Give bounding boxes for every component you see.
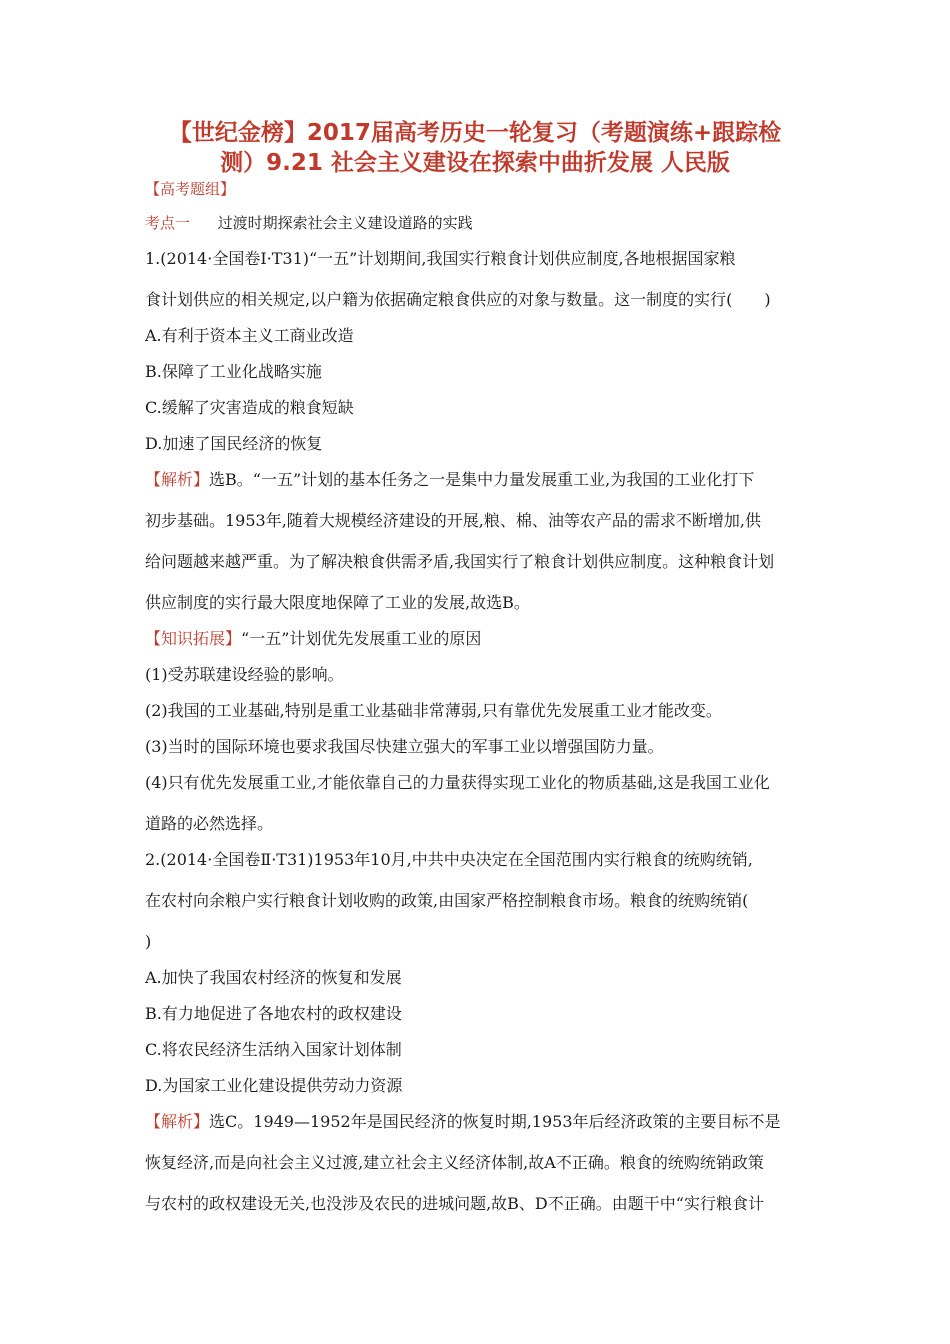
- q1-stem-line: 食计划供应的相关规定,以户籍为依据确定粮食供应的对象与数量。这一制度的实行( ): [145, 290, 771, 309]
- topic-text: 过渡时期探索社会主义建设道路的实践: [217, 214, 473, 232]
- section-label: 【高考题组】: [145, 180, 236, 198]
- q2-analysis: [145, 1111, 781, 1133]
- q1-analysis: [145, 469, 754, 491]
- q1-option-b: B.保障了工业化战略实施: [145, 362, 322, 381]
- q2-option-c: C.将农民经济生活纳入国家计划体制: [145, 1040, 402, 1059]
- topic-heading: [145, 212, 473, 234]
- q2-option-a: A.加快了我国农村经济的恢复和发展: [145, 968, 402, 987]
- q1-option-a: A.有利于资本主义工商业改造: [145, 326, 354, 345]
- title-line-1: 【世纪金榜】2017届高考历史一轮复习（考题演练+跟踪检: [168, 120, 782, 146]
- analysis-text: 选C。1949—1952年是国民经济的恢复时期,1953年后经济政策的主要目标不是: [209, 1112, 781, 1131]
- extension-item: (1)受苏联建设经验的影响。: [145, 665, 344, 684]
- knowledge-extension: [145, 628, 481, 650]
- analysis-label: 【解析】: [145, 470, 210, 489]
- q2-stem-line: ): [145, 932, 152, 951]
- extension-label: 【知识拓展】: [145, 629, 242, 648]
- document-title: [120, 118, 830, 178]
- q1-analysis-line: 给问题越来越严重。为了解决粮食供需矛盾,我国实行了粮食计划供应制度。这种粮食计划: [145, 552, 775, 571]
- q1-stem-line: 1.(2014·全国卷Ⅰ·T31)“一五”计划期间,我国实行粮食计划供应制度,各地根据国家粮: [145, 249, 736, 268]
- q2-stem-line: 在农村向余粮户实行粮食计划收购的政策,由国家严格控制粮食市场。粮食的统购统销(: [145, 891, 749, 910]
- q2-analysis-line: 与农村的政权建设无关,也没涉及农民的进城问题,故B、D不正确。由题干中“实行粮食计: [145, 1194, 764, 1213]
- analysis-text: 选B。“一五”计划的基本任务之一是集中力量发展重工业,为我国的工业化打下: [209, 470, 755, 489]
- extension-item: (4)只有优先发展重工业,才能依靠自己的力量获得实现工业化的物质基础,这是我国工业化: [145, 773, 770, 792]
- topic-label: 考点一: [145, 214, 191, 232]
- analysis-label: 【解析】: [145, 1112, 210, 1131]
- q2-analysis-line: 恢复经济,而是向社会主义过渡,建立社会主义经济体制,故A不正确。粮食的统购统销政策: [145, 1153, 764, 1172]
- q1-option-d: D.加速了国民经济的恢复: [145, 434, 323, 453]
- q2-option-b: B.有力地促进了各地农村的政权建设: [145, 1004, 402, 1023]
- extension-item: 道路的必然选择。: [145, 814, 274, 833]
- q1-analysis-line: 供应制度的实行最大限度地保障了工业的发展,故选B。: [145, 593, 530, 612]
- q1-analysis-line: 初步基础。1953年,随着大规模经济建设的开展,粮、棉、油等农产品的需求不断增加,供: [145, 511, 761, 530]
- q2-option-d: D.为国家工业化建设提供劳动力资源: [145, 1076, 403, 1095]
- q2-stem-line: 2.(2014·全国卷Ⅱ·T31)1953年10月,中共中央决定在全国范围内实行粮食的统购统销,: [145, 850, 753, 869]
- extension-item: (2)我国的工业基础,特别是重工业基础非常薄弱,只有靠优先发展重工业才能改变。: [145, 701, 722, 720]
- title-line-2: 测）9.21 社会主义建设在探索中曲折发展 人民版: [220, 150, 730, 176]
- extension-item: (3)当时的国际环境也要求我国尽快建立强大的军事工业以增强国防力量。: [145, 737, 664, 756]
- extension-heading: “一五”计划优先发展重工业的原因: [241, 629, 482, 648]
- q1-option-c: C.缓解了灾害造成的粮食短缺: [145, 398, 354, 417]
